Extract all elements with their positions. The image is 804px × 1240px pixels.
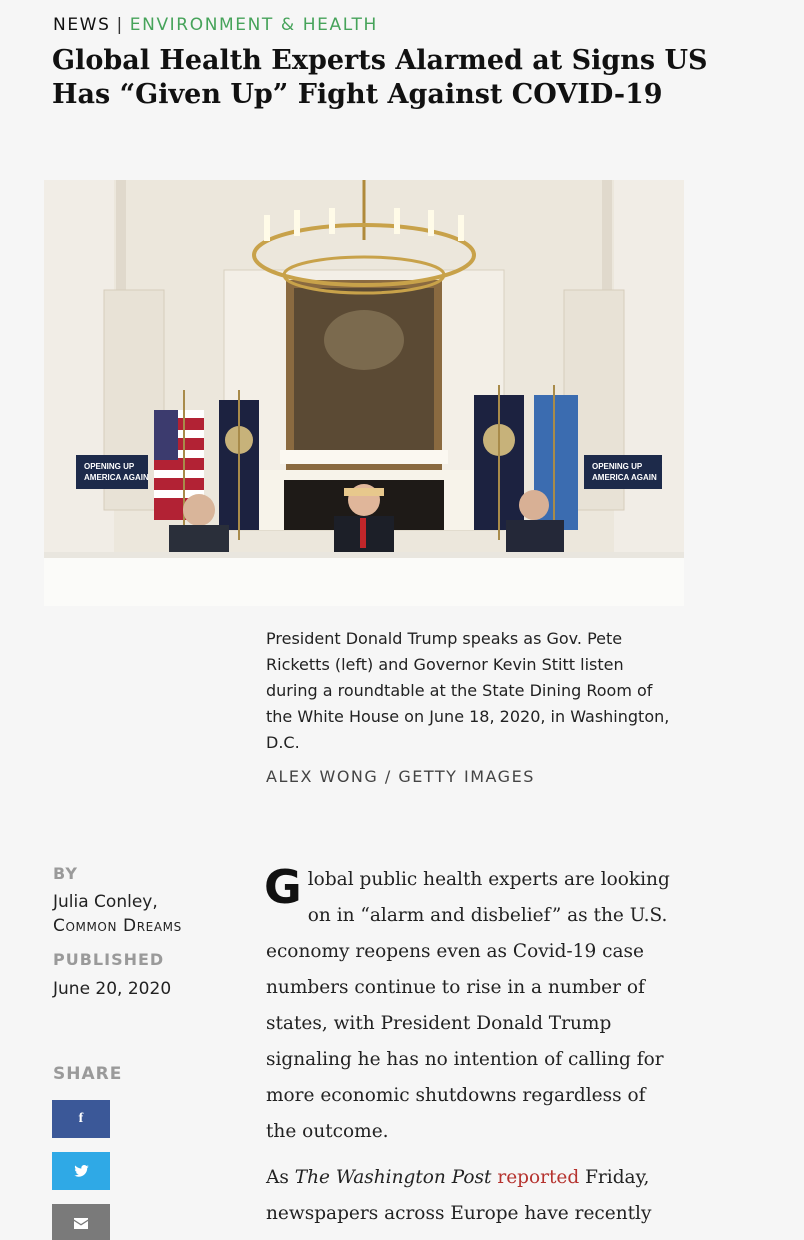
photo-sign-right-line1: OPENING UP bbox=[592, 462, 643, 471]
paragraph-2-rest: Friday, newspapers across Europe have recently bbox=[266, 1167, 652, 1224]
article-body bbox=[266, 862, 676, 1240]
twitter-icon bbox=[74, 1165, 89, 1177]
author-block bbox=[53, 890, 182, 938]
photo-credit: ALEX WONG / GETTY IMAGES bbox=[266, 767, 535, 786]
paragraph-2-start: As bbox=[266, 1167, 295, 1188]
article-photo bbox=[44, 180, 684, 606]
reported-link[interactable]: reported bbox=[497, 1167, 580, 1188]
publication-name: The Washington Post bbox=[294, 1167, 492, 1188]
author-organization: Common Dreams bbox=[53, 916, 182, 936]
share-label: SHARE bbox=[53, 1064, 123, 1084]
photo-sign-right-line2: AMERICA AGAIN bbox=[592, 473, 657, 482]
article-kicker bbox=[53, 15, 378, 35]
article-headline: Global Health Experts Alarmed at Signs US Has “Given Up” Fight Against COVID-19 bbox=[52, 45, 708, 110]
byline-label: BY bbox=[53, 864, 78, 883]
email-share-button[interactable] bbox=[52, 1204, 110, 1240]
photo-sign-left-line2: AMERICA AGAIN bbox=[84, 473, 149, 482]
article-paragraph-1 bbox=[266, 862, 676, 1150]
drop-cap: G bbox=[264, 860, 302, 914]
facebook-share-button[interactable] bbox=[52, 1100, 110, 1138]
article-paragraph-2 bbox=[266, 1160, 676, 1232]
photo-caption: President Donald Trump speaks as Gov. Pete Ricketts (left) and Governor Kevin Stitt listen during a roundtable at the State Dining Room of the White House on June 18, 2020, in Washington, D.C. bbox=[266, 629, 670, 752]
section-link[interactable]: ENVIRONMENT & HEALTH bbox=[129, 15, 378, 35]
twitter-share-button[interactable] bbox=[52, 1152, 110, 1190]
kicker-separator: | bbox=[116, 15, 124, 35]
published-label: PUBLISHED bbox=[53, 950, 165, 969]
published-date: June 20, 2020 bbox=[53, 979, 172, 999]
author-name-link[interactable]: Julia Conley, bbox=[53, 892, 158, 912]
paragraph-1-text: lobal public health experts are looking on in “alarm and disbelief” as the U.S. economy reopens even as Covid-19 case numbers continue to rise in a number of states, with President Donald Trump signaling he has no intention of calling for more economic shutdowns regardless of the outcome. bbox=[266, 869, 670, 1142]
email-icon bbox=[74, 1218, 88, 1229]
facebook-icon: f bbox=[78, 1111, 84, 1126]
photo-sign-left-line1: OPENING UP bbox=[84, 462, 135, 471]
news-category-link[interactable]: NEWS bbox=[53, 15, 111, 35]
